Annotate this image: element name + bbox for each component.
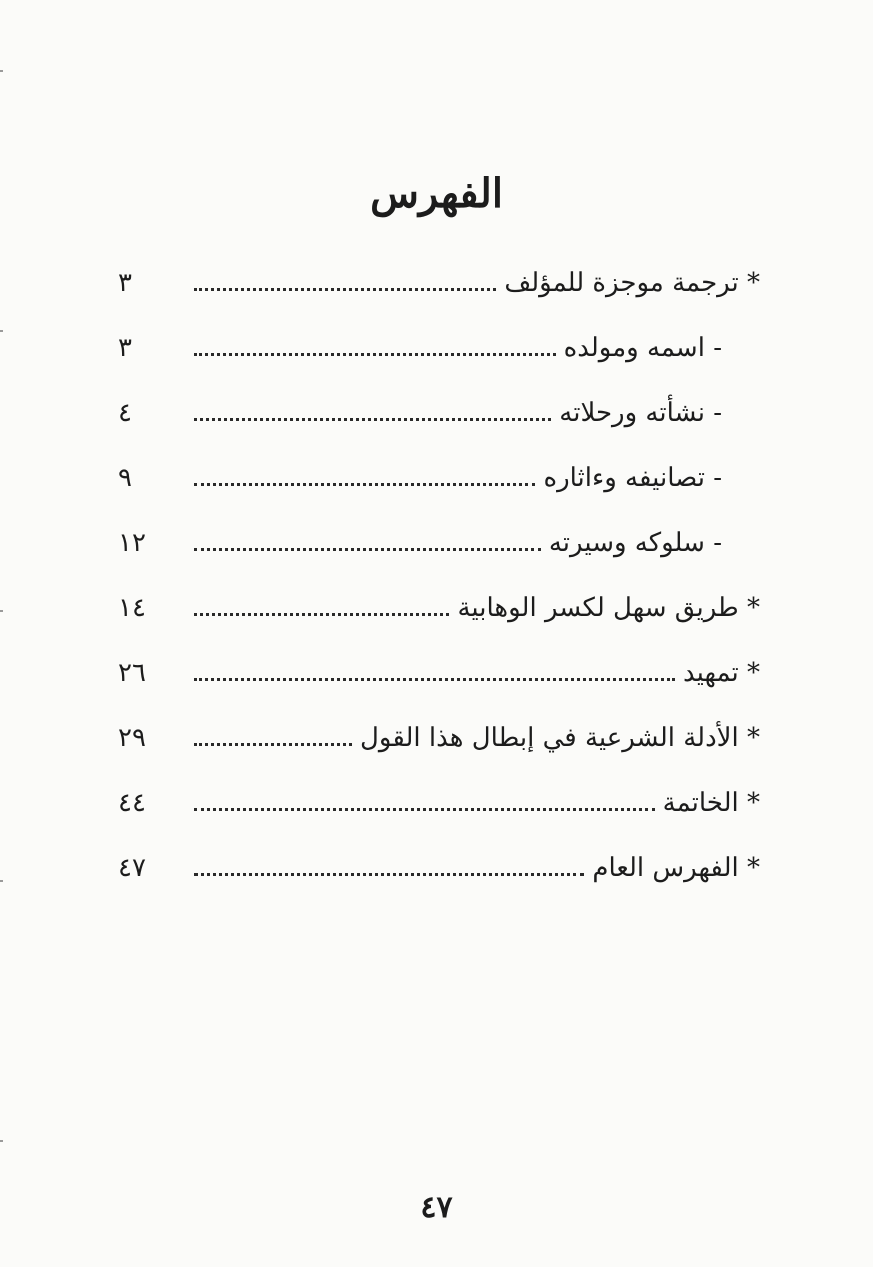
toc-entry-page: ٤٤ — [118, 787, 146, 818]
toc-entry-page: ٩ — [118, 462, 132, 493]
toc-entry-title: * تمهيد — [682, 657, 760, 688]
toc-row — [118, 640, 760, 705]
toc-row — [118, 445, 760, 510]
dot-leader — [194, 288, 496, 291]
toc-entry-page: ٢٩ — [118, 722, 146, 753]
page-number: ٤٧ — [420, 1190, 453, 1225]
scan-mark — [0, 610, 3, 612]
toc-entry-title: * الفهرس العام — [592, 852, 760, 883]
dot-leader — [194, 808, 655, 811]
scan-mark — [0, 330, 3, 332]
toc-entry-page: ٤ — [118, 397, 132, 428]
toc-entry-title: * طريق سهل لكسر الوهابية — [457, 592, 760, 623]
scan-mark — [0, 70, 3, 72]
dot-leader — [194, 678, 675, 681]
toc-entry-title: - تصانيفه وءاثاره — [543, 462, 722, 493]
toc-row — [118, 705, 760, 770]
toc-row — [118, 835, 760, 900]
toc-entry-title: - سلوكه وسيرته — [548, 527, 722, 558]
scan-mark — [0, 880, 3, 882]
toc-entry-title: * الأدلة الشرعية في إبطال هذا القول — [360, 722, 760, 753]
dot-leader — [194, 548, 541, 551]
toc-entry-page: ٤٧ — [118, 852, 146, 883]
page-title: الفهرس — [370, 170, 503, 217]
dot-leader — [194, 418, 551, 421]
toc-row — [118, 510, 760, 575]
toc-entry-page: ٣ — [118, 332, 132, 363]
toc-entry-page: ١٢ — [118, 527, 146, 558]
toc-entry-page: ٢٦ — [118, 657, 146, 688]
toc-entry-page: ٣ — [118, 267, 132, 298]
toc-entry-title: * الخاتمة — [662, 787, 760, 818]
toc-entry-title: - نشأته ورحلاته — [559, 397, 722, 428]
dot-leader — [194, 483, 535, 486]
toc-row — [118, 380, 760, 445]
table-of-contents — [118, 250, 760, 900]
toc-entry-title: - اسمه ومولده — [563, 332, 722, 363]
toc-row — [118, 315, 760, 380]
dot-leader — [194, 353, 556, 356]
toc-entry-title: * ترجمة موجزة للمؤلف — [504, 267, 760, 298]
dot-leader — [194, 743, 352, 746]
toc-row — [118, 250, 760, 315]
scan-mark — [0, 1140, 3, 1142]
toc-entry-page: ١٤ — [118, 592, 146, 623]
dot-leader — [194, 613, 449, 616]
toc-row — [118, 575, 760, 640]
dot-leader — [194, 873, 584, 876]
toc-row — [118, 770, 760, 835]
